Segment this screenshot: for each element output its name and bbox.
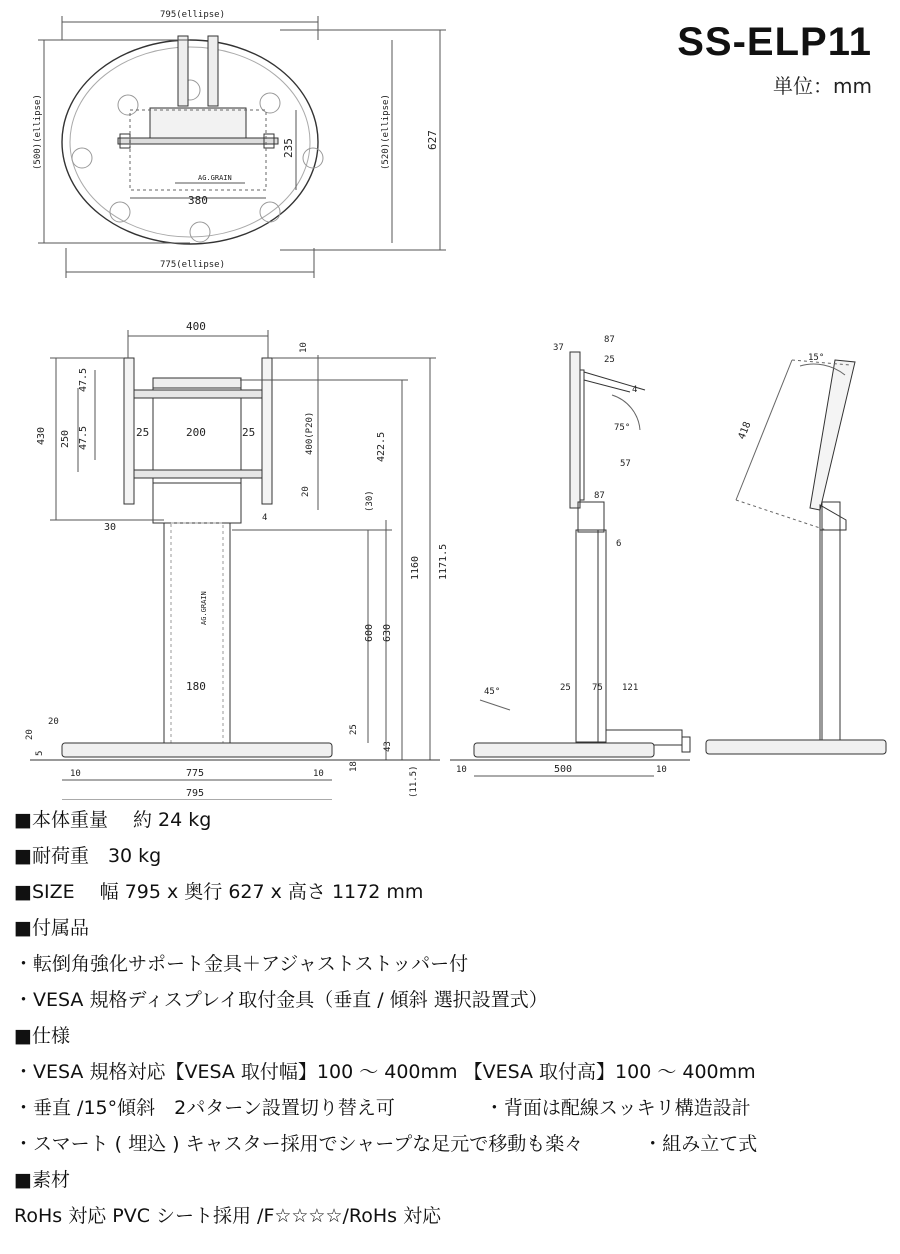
side-dim-37: 37	[553, 343, 564, 353]
spec-title: ■仕様	[14, 1025, 70, 1047]
dim-47-5-bottom: 47.5	[78, 425, 89, 450]
dim-10: 10	[299, 342, 309, 353]
dim-11-5: (11.5)	[409, 765, 419, 798]
accessory-2: ・VESA 規格ディスプレイ取付金具（垂直 / 傾斜 選択設置式）	[14, 989, 548, 1011]
dim-10-left: 10	[70, 769, 81, 779]
side-view	[450, 352, 690, 776]
spec-wiring: ・背面は配線スッキリ構造設計	[484, 1097, 751, 1119]
dim-30: 30	[104, 522, 117, 533]
dim-775-ellipse: 775(ellipse)	[160, 260, 226, 270]
front-view	[30, 330, 440, 800]
side-dim-75: 75	[592, 683, 603, 693]
tilt-view	[706, 360, 886, 754]
spec-assembly: ・組み立て式	[643, 1133, 758, 1155]
side-dim-25: 25	[604, 355, 615, 365]
grain-label-front: AG.GRAIN	[200, 591, 208, 625]
spec-tilt-row	[14, 1098, 894, 1134]
dim-250: 250	[60, 429, 71, 448]
spec-caster: ・スマート ( 埋込 ) キャスター採用でシャープな足元で移動も楽々	[14, 1133, 584, 1155]
dim-520-ellipse: (520)(ellipse)	[381, 94, 391, 170]
side-dim-57: 57	[620, 459, 631, 469]
material-text: RoHs 対応 PVC シート採用 /F☆☆☆☆/RoHs 対応	[14, 1205, 442, 1227]
dim-422-5: 422.5	[376, 431, 387, 462]
dim-380: 380	[188, 194, 208, 207]
unit-label: 単位：mm	[773, 74, 872, 98]
dim-20-b: 20	[48, 717, 59, 727]
dim-400-p20: 400(P20)	[305, 411, 315, 455]
side-dim-4: 4	[632, 385, 638, 395]
side-dim-45deg: 45°	[484, 687, 501, 697]
dim-400: 400	[186, 320, 206, 333]
dim-43: 43	[383, 741, 393, 752]
dim-25-left: 25	[136, 426, 150, 439]
spec-weight: ■本体重量 約 24 kg	[14, 809, 212, 831]
dim-20-c: 20	[25, 729, 35, 740]
side-dim-25-b: 25	[560, 683, 571, 693]
dim-200: 200	[186, 426, 206, 439]
side-dim-87-top: 87	[604, 335, 615, 345]
dim-630: 630	[382, 623, 393, 642]
spec-load: ■耐荷重 30 kg	[14, 845, 162, 867]
dim-1171-5: 1171.5	[438, 543, 449, 580]
side-dim-10-right: 10	[656, 765, 667, 775]
spec-caster-row	[14, 1134, 894, 1170]
model-number: SS-ELP11	[677, 20, 872, 64]
dim-20: 20	[301, 486, 311, 497]
grain-label-top: AG.GRAIN	[198, 174, 232, 182]
side-dim-87-bottom: 87	[594, 491, 605, 501]
tilt-dim-15deg: 15°	[808, 353, 825, 363]
dim-4: 4	[262, 513, 268, 523]
material-title: ■素材	[14, 1169, 70, 1191]
spec-tilt: ・垂直 /15°傾斜 2パターン設置切り替え可	[14, 1097, 395, 1119]
dim-235: 235	[282, 138, 295, 158]
dim-18: 18	[349, 761, 359, 772]
dim-25-right: 25	[242, 426, 256, 439]
spec-vesa: ・VESA 規格対応【VESA 取付幅】100 ～ 400mm 【VESA 取付高】100 ～ 400mm	[14, 1061, 756, 1083]
side-dim-6: 6	[616, 539, 622, 549]
dim-775: 775	[186, 768, 205, 779]
dim-47-5-top: 47.5	[78, 367, 89, 392]
side-dim-500: 500	[554, 764, 573, 775]
dim-627: 627	[426, 130, 439, 150]
side-dim-121: 121	[622, 683, 639, 693]
side-dim-75deg: 75°	[614, 423, 631, 433]
tilt-dim-418: 418	[736, 420, 754, 442]
dim-25-c: 25	[349, 724, 359, 735]
spec-size: ■SIZE 幅 795 x 奥行 627 x 高さ 1172 mm	[14, 881, 424, 903]
dim-795: 795	[186, 788, 205, 799]
spec-list	[14, 810, 894, 1242]
side-dim-10-left: 10	[456, 765, 467, 775]
dim-430: 430	[36, 426, 47, 445]
accessories-title: ■付属品	[14, 917, 89, 939]
dim-30-paren: (30)	[365, 490, 375, 512]
dim-10-right: 10	[313, 769, 324, 779]
dim-5: 5	[35, 750, 45, 756]
dim-180: 180	[186, 680, 206, 693]
dim-1160: 1160	[410, 555, 421, 580]
accessory-1: ・転倒角強化サポート金具＋アジャストストッパー付	[14, 953, 469, 975]
dim-600: 600	[364, 623, 375, 642]
dim-795-ellipse: 795(ellipse)	[160, 10, 226, 20]
dim-500-ellipse: (500)(ellipse)	[33, 94, 43, 170]
